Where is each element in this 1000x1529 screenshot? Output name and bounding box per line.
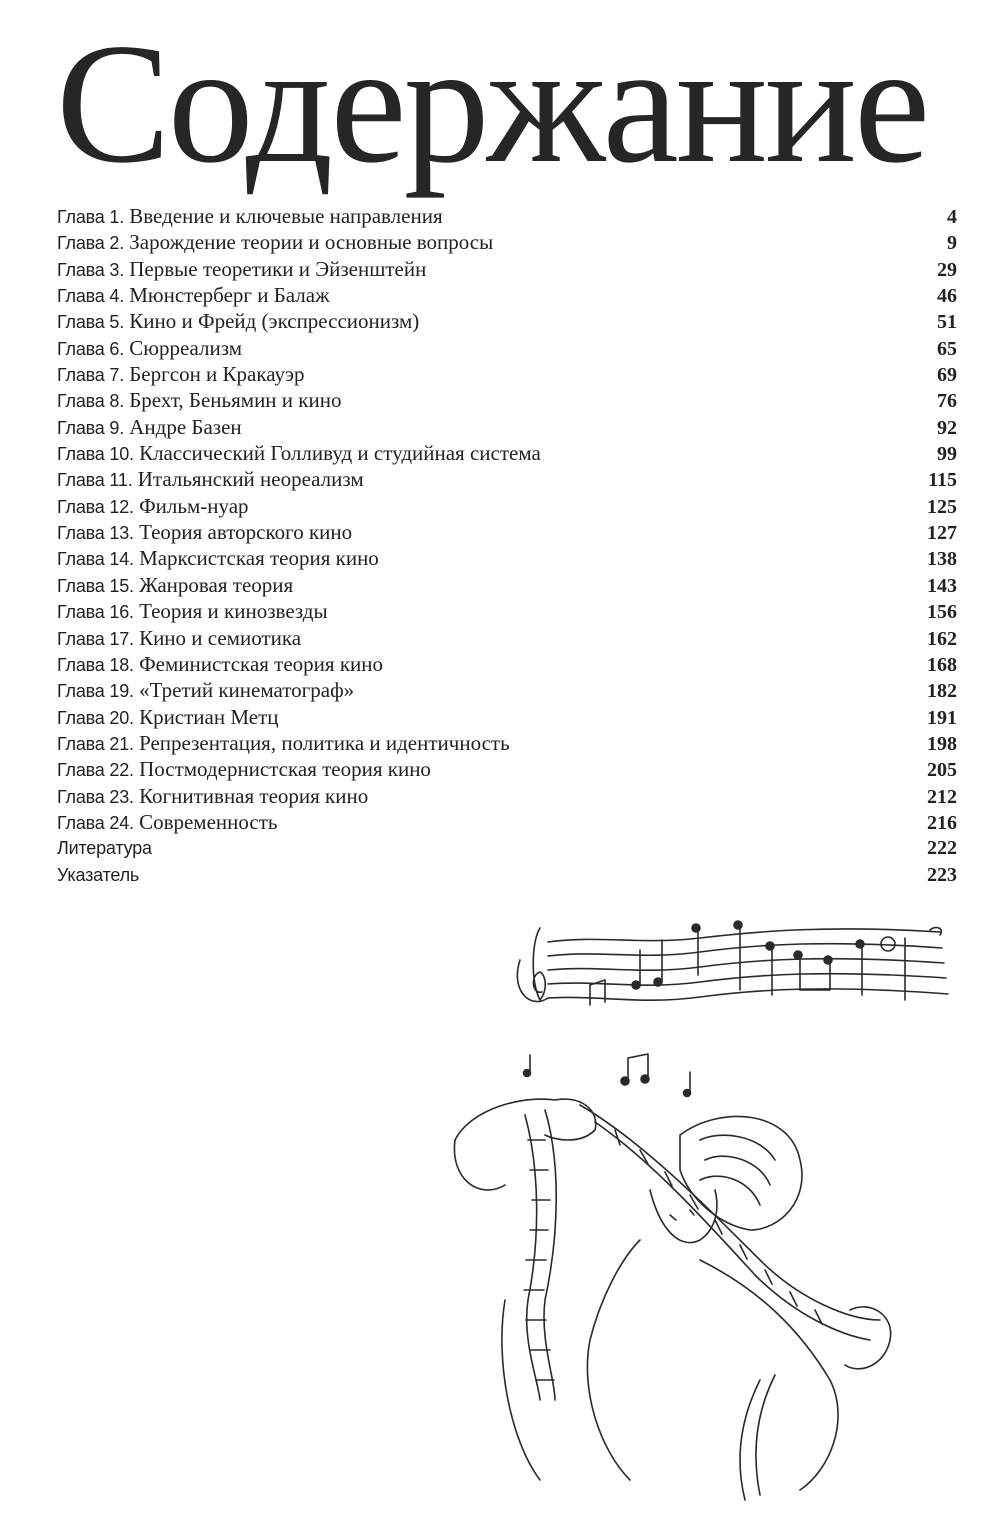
toc-separator: . xyxy=(129,760,135,781)
toc-page-number: 127 xyxy=(927,522,957,545)
toc-separator: . xyxy=(129,496,135,517)
toc-page-number: 212 xyxy=(927,785,957,808)
toc-chapter-label: Глава 6 xyxy=(57,338,120,359)
toc-page-number: 222 xyxy=(927,837,957,860)
toc-entry[interactable] xyxy=(57,809,957,835)
page-title: Содержание xyxy=(56,9,928,199)
toc-chapter-title: Теория авторского кино xyxy=(139,520,353,545)
toc-chapter-title: Мюнстерберг и Балаж xyxy=(129,283,330,308)
toc-chapter-title: Феминистская теория кино xyxy=(139,651,383,676)
toc-page-number: 182 xyxy=(927,680,957,703)
toc-separator: . xyxy=(129,707,135,728)
toc-chapter-label: Глава 14 xyxy=(57,549,130,570)
toc-page-number: 125 xyxy=(927,495,957,518)
toc-chapter-label: Глава 15 xyxy=(57,575,130,596)
toc-separator: . xyxy=(129,628,135,649)
toc-chapter-title: Итальянский неореализм xyxy=(137,467,364,492)
toc-page-number: 4 xyxy=(947,206,957,228)
toc-entry[interactable] xyxy=(57,466,957,492)
toc-chapter-title: Марксистская теория кино xyxy=(139,546,379,571)
toc-page-number: 216 xyxy=(927,811,957,834)
toc-entry[interactable] xyxy=(57,756,957,782)
toc-page-number: 168 xyxy=(927,653,957,676)
toc-chapter-label: Глава 16 xyxy=(57,602,130,623)
toc-entry[interactable] xyxy=(57,625,957,651)
toc-entry[interactable] xyxy=(57,493,957,519)
toc-chapter-label: Глава 18 xyxy=(57,654,130,675)
toc-chapter-title: Зарождение теории и основные вопросы xyxy=(129,230,494,255)
toc-chapter-title: Когнитивная теория кино xyxy=(139,783,369,808)
toc-chapter-title: Кристиан Метц xyxy=(139,704,279,729)
toc-page-number: 143 xyxy=(927,574,957,597)
toc-chapter-label: Глава 20 xyxy=(57,707,130,728)
toc-page-number: 65 xyxy=(937,337,957,360)
toc-entry[interactable] xyxy=(57,835,957,861)
toc-chapter-title: Сюрреализм xyxy=(129,335,243,360)
toc-chapter-label: Глава 2 xyxy=(57,233,120,254)
toc-page-number: 92 xyxy=(937,416,957,439)
toc-separator: . xyxy=(119,259,125,280)
toc-page-number: 29 xyxy=(937,258,957,281)
toc-separator: . xyxy=(129,681,135,702)
toc-separator: . xyxy=(119,338,125,359)
toc-chapter-label: Глава 4 xyxy=(57,286,120,307)
toc-page-number: 138 xyxy=(927,548,957,571)
toc-separator: . xyxy=(119,391,125,412)
toc-chapter-title: Жанровая теория xyxy=(139,572,294,597)
toc-chapter-label: Глава 12 xyxy=(57,496,130,517)
toc-chapter-title: Классический Голливуд и студийная система xyxy=(139,441,541,466)
toc-chapter-label: Глава 8 xyxy=(57,391,120,412)
toc-separator: . xyxy=(129,654,135,675)
toc-entry[interactable] xyxy=(57,545,957,571)
toc-chapter-title: Постмодернистская теория кино xyxy=(139,757,431,782)
man-with-film-strip-drawing xyxy=(454,1099,890,1500)
toc-chapter-label: Глава 17 xyxy=(57,628,130,649)
toc-entry[interactable] xyxy=(57,519,957,545)
toc-chapter-label: Глава 7 xyxy=(57,365,120,386)
music-staff-drawing xyxy=(517,921,948,1005)
toc-chapter-title: Кино и семиотика xyxy=(139,625,302,650)
toc-entry[interactable] xyxy=(57,387,957,413)
toc-chapter-label: Глава 5 xyxy=(57,312,120,333)
toc-entry[interactable] xyxy=(57,308,957,334)
toc-separator: . xyxy=(129,549,135,570)
toc-chapter-title: Введение и ключевые направления xyxy=(129,204,443,228)
toc-separator: . xyxy=(129,444,135,465)
toc-chapter-label: Глава 21 xyxy=(57,733,130,754)
toc-entry[interactable] xyxy=(57,440,957,466)
toc-separator: . xyxy=(129,812,135,833)
toc-entry[interactable] xyxy=(57,203,957,229)
toc-section-label: Указатель xyxy=(57,864,140,885)
toc-chapter-title: Теория и кинозвезды xyxy=(139,599,328,624)
toc-chapter-label: Глава 19 xyxy=(57,681,130,702)
toc-entry[interactable] xyxy=(57,229,957,255)
toc-section-label: Литература xyxy=(57,838,152,859)
toc-separator: . xyxy=(129,786,135,807)
toc-separator: . xyxy=(129,733,135,754)
toc-chapter-label: Глава 3 xyxy=(57,259,120,280)
toc-chapter-title: Бергсон и Кракауэр xyxy=(129,362,305,387)
toc-entry[interactable] xyxy=(57,862,957,888)
toc-page-number: 162 xyxy=(927,627,957,650)
toc-page-number: 156 xyxy=(927,601,957,624)
toc-chapter-title: Фильм-нуар xyxy=(139,493,249,518)
table-of-contents xyxy=(57,203,957,888)
toc-chapter-title: «Третий кинематограф» xyxy=(139,678,355,703)
toc-entry[interactable] xyxy=(57,572,957,598)
toc-page-number: 9 xyxy=(947,232,957,255)
toc-separator: . xyxy=(119,312,125,333)
toc-chapter-label: Глава 11 xyxy=(57,470,128,491)
toc-chapter-title: Первые теоретики и Эйзенштейн xyxy=(129,256,427,281)
toc-page-number: 223 xyxy=(927,863,957,886)
toc-entry[interactable] xyxy=(57,730,957,756)
toc-chapter-label: Глава 9 xyxy=(57,417,120,438)
floating-notes-drawing xyxy=(524,1054,691,1097)
toc-entry[interactable] xyxy=(57,282,957,308)
toc-separator: . xyxy=(129,575,135,596)
toc-separator: . xyxy=(119,365,125,386)
toc-page-number: 69 xyxy=(937,364,957,387)
toc-chapter-label: Глава 22 xyxy=(57,760,130,781)
toc-entry[interactable] xyxy=(57,651,957,677)
toc-separator: . xyxy=(129,602,135,623)
toc-entry[interactable] xyxy=(57,335,957,361)
toc-entry[interactable] xyxy=(57,783,957,809)
toc-chapter-label: Глава 10 xyxy=(57,444,130,465)
toc-entry[interactable] xyxy=(57,598,957,624)
toc-separator: . xyxy=(119,233,125,254)
toc-entry[interactable] xyxy=(57,256,957,282)
toc-page-number: 198 xyxy=(927,732,957,755)
toc-chapter-label: Глава 24 xyxy=(57,812,130,833)
toc-entry[interactable] xyxy=(57,704,957,730)
toc-separator: . xyxy=(119,286,125,307)
toc-chapter-title: Брехт, Беньямин и кино xyxy=(129,388,342,413)
toc-chapter-label: Глава 13 xyxy=(57,523,130,544)
toc-page-number: 205 xyxy=(927,759,957,782)
toc-separator: . xyxy=(119,207,125,227)
toc-entry[interactable] xyxy=(57,677,957,703)
toc-entry[interactable] xyxy=(57,414,957,440)
toc-chapter-title: Андре Базен xyxy=(129,414,242,439)
toc-page-number: 115 xyxy=(928,469,957,492)
toc-chapter-label: Глава 1 xyxy=(57,207,120,227)
toc-chapter-title: Современность xyxy=(139,809,278,834)
toc-page-number: 51 xyxy=(937,311,957,334)
toc-separator: . xyxy=(119,417,125,438)
toc-separator: . xyxy=(127,470,133,491)
toc-entry[interactable] xyxy=(57,361,957,387)
toc-page-number: 191 xyxy=(927,706,957,729)
toc-page-number: 99 xyxy=(937,443,957,466)
toc-chapter-label: Глава 23 xyxy=(57,786,130,807)
toc-chapter-title: Кино и Фрейд (экспрессионизм) xyxy=(129,309,420,334)
toc-separator: . xyxy=(129,523,135,544)
toc-page-number: 46 xyxy=(937,285,957,308)
toc-page-number: 76 xyxy=(937,390,957,413)
toc-chapter-title: Репрезентация, политика и идентичность xyxy=(139,730,510,755)
